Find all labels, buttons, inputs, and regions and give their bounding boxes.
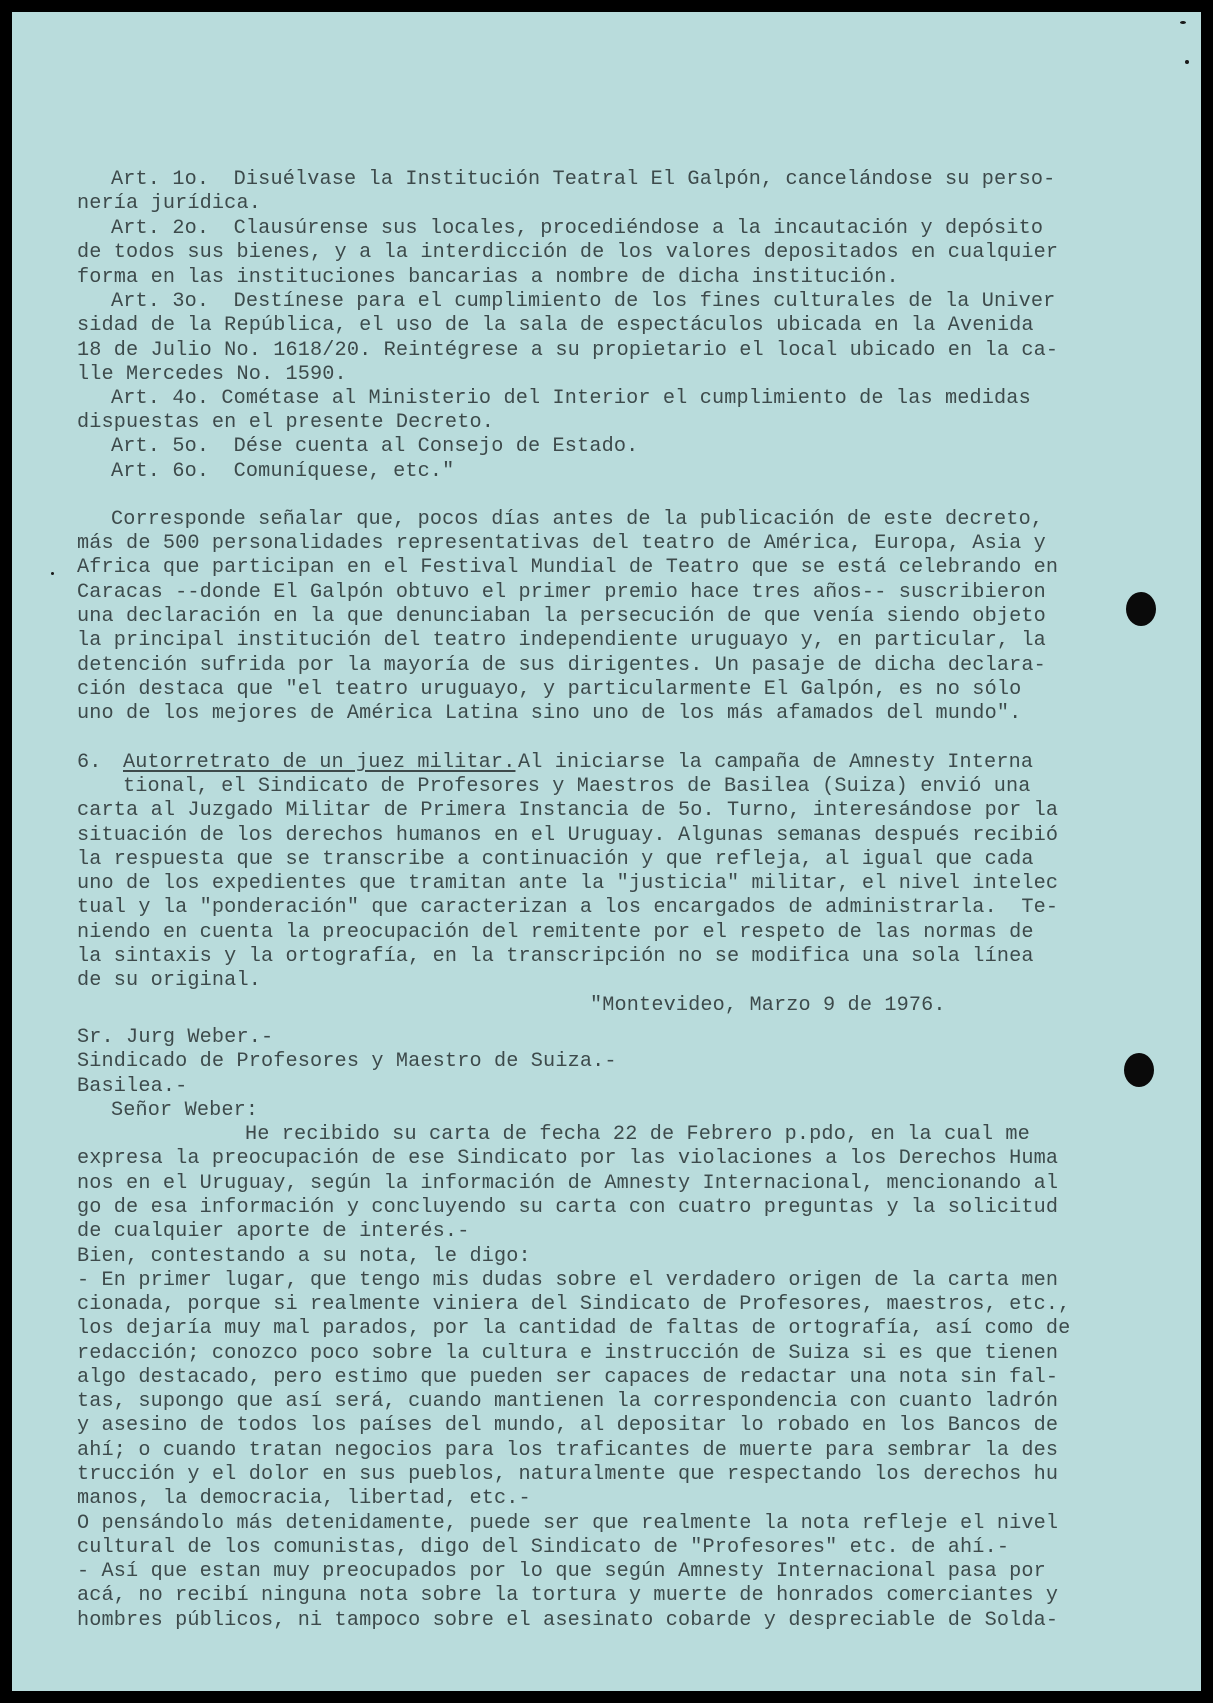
text-line: forma en las instituciones bancarias a nombre de dicha institución.: [77, 266, 899, 289]
text-line: Art. 3o. Destínese para el cumplimiento de los fines culturales de la Univer: [111, 290, 1056, 313]
binder-hole: [1126, 592, 1156, 626]
text-line: expresa la preocupación de ese Sindicato por las violaciones a los Derechos Huma: [77, 1147, 1059, 1170]
typewritten-text: [12, 12, 1071, 1632]
text-line: de su original.: [77, 969, 261, 992]
text-line: la principal institución del teatro independiente uruguayo y, en particular, la: [77, 629, 1046, 652]
text-line: niendo en cuenta la preocupación del remitente por el respeto de las normas de: [77, 921, 1034, 944]
text-line: de cualquier aporte de interés.-: [77, 1220, 470, 1243]
text-line: go de esa información y concluyendo su carta con cuatro preguntas y la solicitud: [77, 1196, 1059, 1219]
text-line: una declaración en la que denunciaban la persecución de que venía siendo objeto: [77, 605, 1046, 628]
text-line: cionada, porque si realmente viniera del Sindicato de Profesores, maestros, etc.,: [77, 1293, 1071, 1316]
text-line: y asesino de todos los países del mundo, al depositar lo robado en los Bancos de: [77, 1414, 1059, 1437]
text-line: cultural de los comunistas, digo del Sindicato de "Profesores" etc. de ahí.-: [77, 1536, 1010, 1559]
text-line: Art. 2o. Clausúrense sus locales, procediéndose a la incautación y depósito: [111, 217, 1044, 240]
text-line: nería jurídica.: [77, 192, 261, 215]
text-line: ahí; o cuando tratan negocios para los traficantes de muerte para sembrar la des: [77, 1439, 1059, 1462]
text-line: manos, la democracia, libertad, etc.-: [77, 1487, 531, 1510]
text-line: tas, supongo que así será, cuando mantienen la correspondencia con cuanto ladrón: [77, 1390, 1059, 1413]
text-line: sidad de la República, el uso de la sala de espectáculos ubicada en la Avenida: [77, 314, 1034, 337]
text-line: más de 500 personalidades representativas del teatro de América, Europa, Asia y: [77, 532, 1046, 555]
text-line: redacción; conozco poco sobre la cultura e instrucción de Suiza si es que tienen: [77, 1342, 1059, 1365]
text-line: de todos sus bienes, y a la interdicción de los valores depositados en cualquier: [77, 241, 1059, 264]
text-line: 18 de Julio No. 1618/20. Reintégrese a su propietario el local ubicado en la ca-: [77, 339, 1059, 362]
section-heading: Autorretrato de un juez militar.: [123, 751, 516, 774]
paper-speck: [1180, 21, 1186, 24]
paper-speck: [51, 572, 54, 575]
document-page: [12, 12, 1201, 1691]
text-line: Art. 5o. Dése cuenta al Consejo de Estado.: [111, 435, 639, 458]
text-line: O pensándolo más detenidamente, puede ser que realmente la nota refleje el nivel: [77, 1512, 1059, 1535]
letter-date: "Montevideo, Marzo 9 de 1976.: [590, 994, 946, 1017]
letter-recipient-city: Basilea.-: [77, 1075, 188, 1098]
text-line: Caracas --donde El Galpón obtuvo el primer premio hace tres años-- suscribieron: [77, 581, 1046, 604]
text-line: - En primer lugar, que tengo mis dudas sobre el verdadero origen de la carta men: [77, 1269, 1059, 1292]
text-line: la respuesta que se transcribe a continuación y que refleja, al igual que cada: [77, 848, 1034, 871]
text-line: uno de los mejores de América Latina sino uno de los más afamados del mundo".: [77, 702, 1022, 725]
text-line: nos en el Uruguay, según la información de Amnesty Internacional, mencionando al: [77, 1172, 1059, 1195]
text-line: acá, no recibí ninguna nota sobre la tortura y muerte de honrados comerciantes y: [77, 1584, 1059, 1607]
binder-hole: [1124, 1053, 1154, 1087]
letter-recipient: Sr. Jurg Weber.-: [77, 1026, 274, 1049]
text-line: situación de los derechos humanos en el Uruguay. Algunas semanas después recibió: [77, 824, 1059, 847]
text-line: Art. 1o. Disuélvase la Institución Teatral El Galpón, cancelándose su perso-: [111, 168, 1056, 191]
text-line: trucción y el dolor en sus pueblos, naturalmente que respectando los derechos hu: [77, 1463, 1059, 1486]
letter-salutation: Señor Weber:: [111, 1099, 259, 1122]
text-line: los dejaría muy mal parados, por la cantidad de faltas de ortografía, así como de: [77, 1317, 1071, 1340]
text-line: carta al Juzgado Militar de Primera Instancia de 5o. Turno, interesándose por la: [77, 799, 1059, 822]
text-line: Corresponde señalar que, pocos días antes de la publicación de este decreto,: [111, 508, 1044, 531]
section-number: 6.: [77, 751, 102, 774]
text-line: Al iniciarse la campaña de Amnesty Interna: [518, 751, 1034, 774]
text-line: - Así que estan muy preocupados por lo que según Amnesty Internacional pasa por: [77, 1560, 1046, 1583]
text-line: tual y la "ponderación" que caracterizan a los encargados de administrarla. Te-: [77, 896, 1059, 919]
text-line: detención sufrida por la mayoría de sus dirigentes. Un pasaje de dicha declara-: [77, 654, 1046, 677]
letter-recipient-org: Sindicado de Profesores y Maestro de Suiza.-: [77, 1050, 617, 1073]
text-line: ción destaca que "el teatro uruguayo, y particularmente El Galpón, es no sólo: [77, 678, 1022, 701]
text-line: lle Mercedes No. 1590.: [77, 363, 347, 386]
text-line: Bien, contestando a su nota, le digo:: [77, 1245, 531, 1268]
text-line: la sintaxis y la ortografía, en la transcripción no se modifica una sola línea: [77, 945, 1034, 968]
text-line: uno de los expedientes que tramitan ante la "justicia" militar, el nivel intelec: [77, 872, 1059, 895]
text-line: dispuestas en el presente Decreto.: [77, 411, 494, 434]
paper-speck: [1185, 60, 1189, 64]
text-line: He recibido su carta de fecha 22 de Febrero p.pdo, en la cual me: [245, 1123, 1030, 1146]
text-line: tional, el Sindicato de Profesores y Maestros de Basilea (Suiza) envió una: [123, 775, 1031, 798]
text-line: hombres públicos, ni tampoco sobre el asesinato cobarde y despreciable de Solda-: [77, 1609, 1059, 1632]
text-line: Africa que participan en el Festival Mundial de Teatro que se está celebrando en: [77, 556, 1059, 579]
text-line: algo destacado, pero estimo que pueden ser capaces de redactar una nota sin fal-: [77, 1366, 1059, 1389]
text-line: Art. 4o. Cométase al Ministerio del Interior el cumplimiento de las medidas: [111, 387, 1031, 410]
text-line: Art. 6o. Comuníquese, etc.": [111, 460, 455, 483]
